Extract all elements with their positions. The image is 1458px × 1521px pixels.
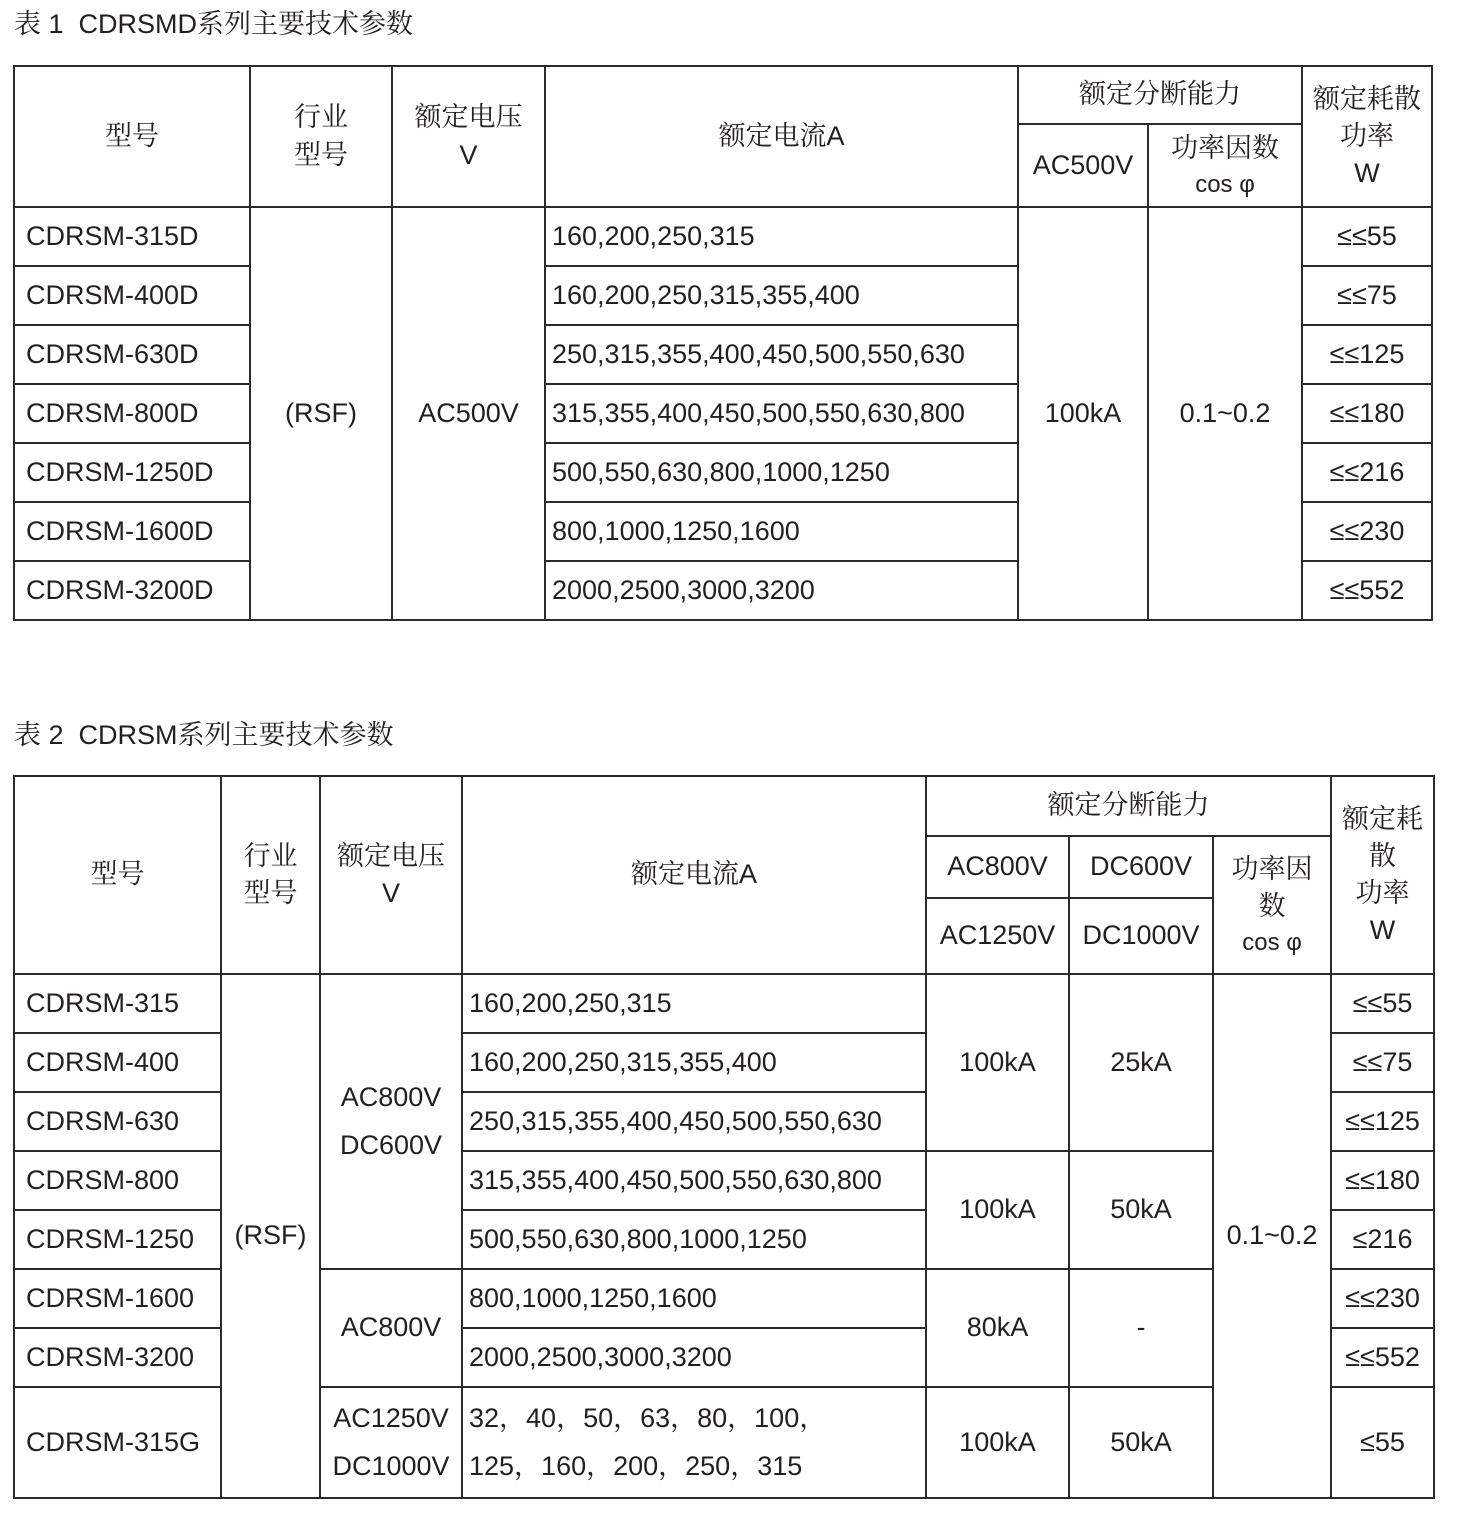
current-cell: 160,200,250,315 bbox=[545, 207, 1018, 266]
current-cell: 500,550,630,800,1000,1250 bbox=[545, 443, 1018, 502]
header-power-factor: 功率因 数 cos φ bbox=[1213, 836, 1331, 974]
current-cell: 160,200,250,315,355,400 bbox=[545, 266, 1018, 325]
header-breaking-capacity: 额定分断能力 bbox=[1018, 66, 1302, 124]
breaking-capacity-cell: 100kA bbox=[1018, 207, 1148, 620]
current-cell: 32，40，50，63，80，100， 125，160，200，250，315 bbox=[462, 1387, 926, 1498]
dissipation-cell: ≤≤75 bbox=[1302, 266, 1432, 325]
model-cell: CDRSM-315D bbox=[14, 207, 250, 266]
header-breaking-capacity: 额定分断能力 bbox=[926, 776, 1331, 836]
industry-model-cell: (RSF) bbox=[221, 974, 320, 1498]
current-cell: 315,355,400,450,500,550,630,800 bbox=[545, 384, 1018, 443]
model-cell: CDRSM-1600 bbox=[14, 1269, 221, 1328]
header-model: 型号 bbox=[14, 776, 221, 974]
header-model: 型号 bbox=[14, 66, 250, 207]
model-cell: CDRSM-800 bbox=[14, 1151, 221, 1210]
dissipation-cell: ≤≤230 bbox=[1331, 1269, 1434, 1328]
rated-voltage-cell: AC800V bbox=[320, 1269, 462, 1387]
dissipation-cell: ≤≤125 bbox=[1302, 325, 1432, 384]
model-cell: CDRSM-400D bbox=[14, 266, 250, 325]
header-breaking-voltage: AC500V bbox=[1018, 124, 1148, 207]
header-rated-current: 额定电流A bbox=[462, 776, 926, 974]
breaking-ac-cell: 100kA bbox=[926, 1387, 1069, 1498]
header-power-factor: 功率因数 cos φ bbox=[1148, 124, 1302, 207]
header-industry-model: 行业 型号 bbox=[221, 776, 320, 974]
header-dissipation: 额定耗散 功率 W bbox=[1302, 66, 1432, 207]
rated-voltage-cell: AC500V bbox=[392, 207, 545, 620]
dissipation-cell: ≤≤216 bbox=[1302, 443, 1432, 502]
current-cell: 160,200,250,315 bbox=[462, 974, 926, 1033]
model-cell: CDRSM-1250 bbox=[14, 1210, 221, 1269]
current-cell: 250,315,355,400,450,500,550,630 bbox=[462, 1092, 926, 1151]
model-cell: CDRSM-800D bbox=[14, 384, 250, 443]
current-cell: 2000,2500,3000,3200 bbox=[545, 561, 1018, 620]
breaking-dc-cell: 50kA bbox=[1069, 1387, 1213, 1498]
model-cell: CDRSM-1600D bbox=[14, 502, 250, 561]
dissipation-cell: ≤≤55 bbox=[1302, 207, 1432, 266]
breaking-dc-cell: - bbox=[1069, 1269, 1213, 1387]
current-cell: 160,200,250,315,355,400 bbox=[462, 1033, 926, 1092]
header-rated-current: 额定电流A bbox=[545, 66, 1018, 207]
breaking-dc-cell: 25kA bbox=[1069, 974, 1213, 1151]
header-dc1000v: DC1000V bbox=[1069, 898, 1213, 974]
current-cell: 2000,2500,3000,3200 bbox=[462, 1328, 926, 1387]
dissipation-cell: ≤55 bbox=[1331, 1387, 1434, 1498]
dissipation-cell: ≤≤125 bbox=[1331, 1092, 1434, 1151]
current-cell: 250,315,355,400,450,500,550,630 bbox=[545, 325, 1018, 384]
current-cell: 500,550,630,800,1000,1250 bbox=[462, 1210, 926, 1269]
header-ac800v: AC800V bbox=[926, 836, 1069, 898]
header-rated-voltage: 额定电压 V bbox=[320, 776, 462, 974]
current-cell: 800,1000,1250,1600 bbox=[462, 1269, 926, 1328]
power-factor-cell: 0.1~0.2 bbox=[1213, 974, 1331, 1498]
table-row bbox=[14, 207, 1432, 266]
header-ac1250v: AC1250V bbox=[926, 898, 1069, 974]
table1-caption: 表 1 CDRSMD系列主要技术参数 bbox=[14, 9, 414, 39]
table2-caption: 表 2 CDRSM系列主要技术参数 bbox=[14, 720, 394, 750]
table-row bbox=[14, 974, 1434, 1033]
model-cell: CDRSM-315 bbox=[14, 974, 221, 1033]
header-industry-model: 行业 型号 bbox=[250, 66, 392, 207]
dissipation-cell: ≤≤552 bbox=[1331, 1328, 1434, 1387]
dissipation-cell: ≤≤75 bbox=[1331, 1033, 1434, 1092]
model-cell: CDRSM-400 bbox=[14, 1033, 221, 1092]
dissipation-cell: ≤≤230 bbox=[1302, 502, 1432, 561]
model-cell: CDRSM-630 bbox=[14, 1092, 221, 1151]
header-dc600v: DC600V bbox=[1069, 836, 1213, 898]
breaking-ac-cell: 80kA bbox=[926, 1269, 1069, 1387]
table2-header-row bbox=[14, 776, 1434, 836]
current-cell: 315,355,400,450,500,550,630,800 bbox=[462, 1151, 926, 1210]
table1-cdrsmd-parameters bbox=[13, 65, 1433, 621]
dissipation-cell: ≤≤552 bbox=[1302, 561, 1432, 620]
breaking-dc-cell: 50kA bbox=[1069, 1151, 1213, 1269]
dissipation-cell: ≤≤180 bbox=[1302, 384, 1432, 443]
rated-voltage-cell: AC800V DC600V bbox=[320, 974, 462, 1269]
breaking-ac-cell: 100kA bbox=[926, 974, 1069, 1151]
power-factor-cell: 0.1~0.2 bbox=[1148, 207, 1302, 620]
header-rated-voltage: 额定电压 V bbox=[392, 66, 545, 207]
table1-header-row bbox=[14, 66, 1432, 124]
model-cell: CDRSM-1250D bbox=[14, 443, 250, 502]
rated-voltage-cell: AC1250V DC1000V bbox=[320, 1387, 462, 1498]
breaking-ac-cell: 100kA bbox=[926, 1151, 1069, 1269]
model-cell: CDRSM-630D bbox=[14, 325, 250, 384]
dissipation-cell: ≤≤55 bbox=[1331, 974, 1434, 1033]
model-cell: CDRSM-3200D bbox=[14, 561, 250, 620]
table2-cdrsm-parameters bbox=[13, 775, 1435, 1499]
model-cell: CDRSM-315G bbox=[14, 1387, 221, 1498]
current-cell: 800,1000,1250,1600 bbox=[545, 502, 1018, 561]
header-dissipation: 额定耗 散 功率 W bbox=[1331, 776, 1434, 974]
dissipation-cell: ≤216 bbox=[1331, 1210, 1434, 1269]
dissipation-cell: ≤≤180 bbox=[1331, 1151, 1434, 1210]
industry-model-cell: (RSF) bbox=[250, 207, 392, 620]
model-cell: CDRSM-3200 bbox=[14, 1328, 221, 1387]
